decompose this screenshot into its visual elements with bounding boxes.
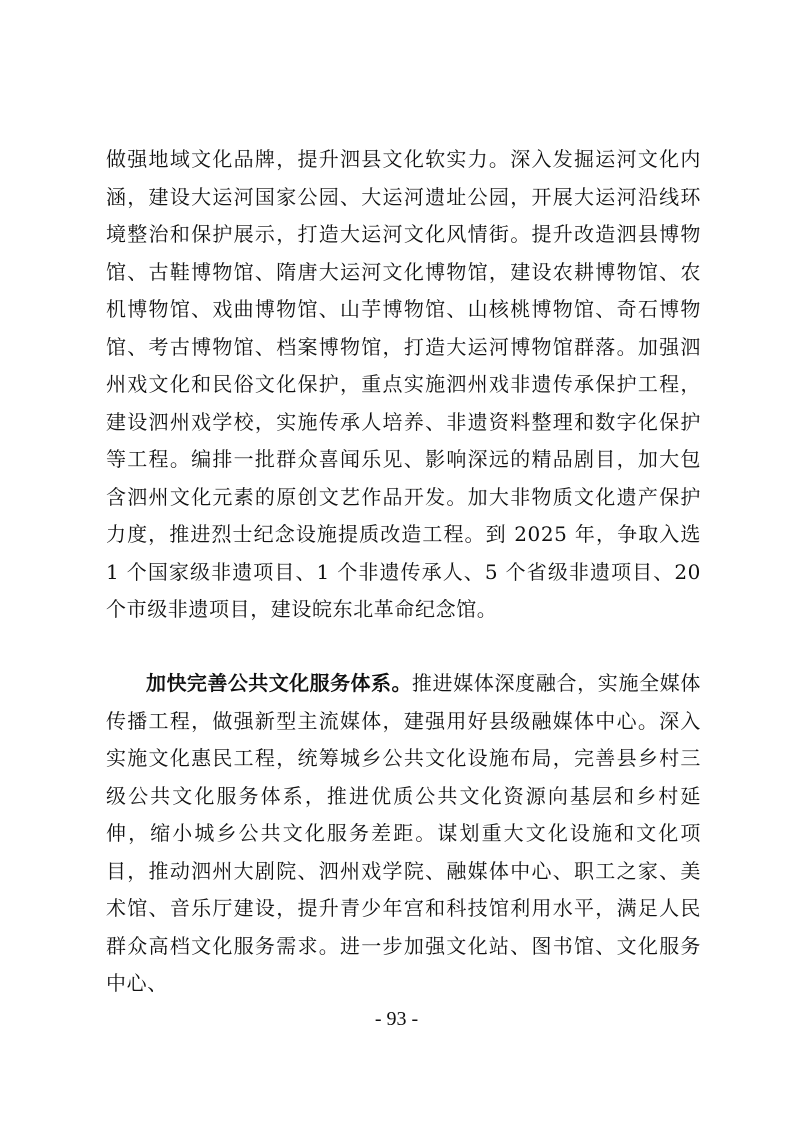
paragraph-text: 推进媒体深度融合，实施全媒体传播工程，做强新型主流媒体，建强用好县级融媒体中心。深入实施文化惠民工程，统筹城乡公共文化设施布局，完善县乡村三级公共文化服务体系，推进优质公共文化资源向基层和乡村延伸，缩小城乡公共文化服务差距。谋划重大文化设施和文化项目，推动泗州大剧院、泗州戏学院、融媒体中心、职工之家、美术馆、音乐厅建设，提升青少年宫和科技馆利用水平，满足人民群众高档文化服务需求。进一步加强文化站、图书馆、文化服务中心、	[106, 671, 702, 995]
paragraph-cultural-brand	[106, 141, 701, 629]
page-number: - 93 -	[374, 1008, 419, 1030]
paragraph-lead-heading: 加快完善公共文化服务体系。	[146, 671, 412, 695]
paragraph-text: 做强地域文化品牌，提升泗县文化软实力。深入发掘运河文化内涵，建设大运河国家公园、大运河遗址公园，开展大运河沿线环境整治和保护展示，打造大运河文化风情街。提升改造泗县博物馆、古鞋博物馆、隋唐大运河文化博物馆，建设农耕博物馆、农机博物馆、戏曲博物馆、山芋博物馆、山核桃博物馆、奇石博物馆、考古博物馆、档案博物馆，打造大运河博物馆群落。加强泗州戏文化和民俗文化保护，重点实施泗州戏非遗传承保护工程，建设泗州戏学校，实施传承人培养、非遗资料整理和数字化保护等工程。编排一批群众喜闻乐见、影响深远的精品剧目，加大包含泗州文化元素的原创文艺作品开发。加大非物质文化遗产保护力度，推进烈士纪念设施提质改造工程。到 2025 年，争取入选 1 个国家级非遗项目、1 个非遗传承人、5 个省级非遗项目、20 个市级非遗项目，建设皖东北革命纪念馆。	[106, 147, 701, 621]
paragraph-public-culture-service	[106, 665, 701, 1003]
